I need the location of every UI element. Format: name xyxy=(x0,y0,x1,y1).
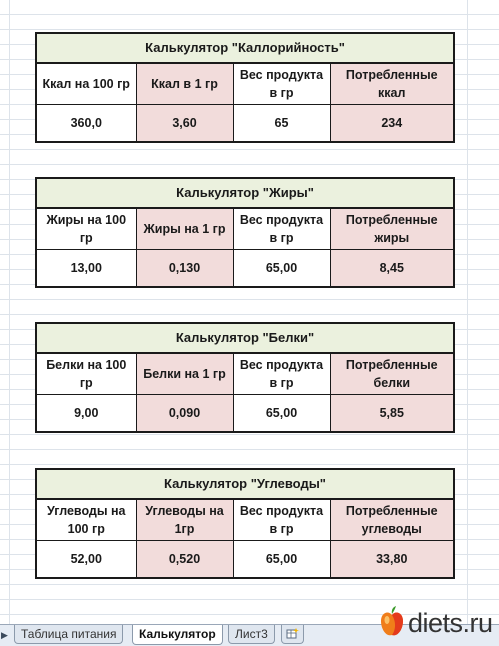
fat-calculator-table xyxy=(35,177,455,288)
insert-sheet-tab[interactable] xyxy=(281,625,304,644)
carbs-calculator-table xyxy=(35,468,455,579)
sheet-tab-nutrition-table[interactable]: Таблица питания xyxy=(14,625,123,644)
header-per-1g[interactable]: Ккал в 1 гр xyxy=(136,63,233,105)
insert-sheet-icon xyxy=(286,628,299,639)
header-weight[interactable]: Вес продукта в гр xyxy=(233,63,330,105)
value-consumed[interactable]: 33,80 xyxy=(330,541,454,579)
value-per-100g[interactable]: 13,00 xyxy=(36,250,136,288)
value-per-100g[interactable]: 9,00 xyxy=(36,395,136,433)
calculator-title[interactable]: Калькулятор "Жиры" xyxy=(36,178,454,208)
logo-tld: .ru xyxy=(462,608,493,638)
header-per-100g[interactable]: Белки на 100 гр xyxy=(36,353,136,395)
value-per-100g[interactable]: 360,0 xyxy=(36,105,136,143)
sheet-tab-calculator[interactable]: Калькулятор xyxy=(132,625,223,645)
header-consumed[interactable]: Потребленные ккал xyxy=(330,63,454,105)
sheet-tab-sheet3[interactable]: Лист3 xyxy=(228,625,275,644)
header-consumed[interactable]: Потребленные углеводы xyxy=(330,499,454,541)
header-per-100g[interactable]: Ккал на 100 гр xyxy=(36,63,136,105)
logo-brand: diets xyxy=(408,608,463,638)
value-weight[interactable]: 65,00 xyxy=(233,541,330,579)
value-per-1g[interactable]: 0,130 xyxy=(136,250,233,288)
value-weight[interactable]: 65,00 xyxy=(233,395,330,433)
header-per-1g[interactable]: Белки на 1 гр xyxy=(136,353,233,395)
header-per-100g[interactable]: Жиры на 100 гр xyxy=(36,208,136,250)
value-per-1g[interactable]: 3,60 xyxy=(136,105,233,143)
calculator-title[interactable]: Калькулятор "Белки" xyxy=(36,323,454,353)
header-weight[interactable]: Вес продукта в гр xyxy=(233,353,330,395)
value-consumed[interactable]: 234 xyxy=(330,105,454,143)
header-consumed[interactable]: Потребленные белки xyxy=(330,353,454,395)
value-per-1g[interactable]: 0,090 xyxy=(136,395,233,433)
value-weight[interactable]: 65 xyxy=(233,105,330,143)
calculator-title[interactable]: Калькулятор "Углеводы" xyxy=(36,469,454,499)
header-consumed[interactable]: Потребленные жиры xyxy=(330,208,454,250)
value-per-1g[interactable]: 0,520 xyxy=(136,541,233,579)
header-weight[interactable]: Вес продукта в гр xyxy=(233,499,330,541)
calculator-title[interactable]: Калькулятор "Каллорийность" xyxy=(36,33,454,63)
value-per-100g[interactable]: 52,00 xyxy=(36,541,136,579)
header-per-1g[interactable]: Углеводы на 1гр xyxy=(136,499,233,541)
value-consumed[interactable]: 8,45 xyxy=(330,250,454,288)
header-weight[interactable]: Вес продукта в гр xyxy=(233,208,330,250)
header-per-1g[interactable]: Жиры на 1 гр xyxy=(136,208,233,250)
value-consumed[interactable]: 5,85 xyxy=(330,395,454,433)
value-weight[interactable]: 65,00 xyxy=(233,250,330,288)
sheet-scroll-arrow-icon[interactable]: ▶ xyxy=(1,630,8,640)
protein-calculator-table xyxy=(35,322,455,433)
diets-ru-watermark xyxy=(378,606,496,642)
apple-icon xyxy=(378,606,406,640)
calorie-calculator-table xyxy=(35,32,455,143)
header-per-100g[interactable]: Углеводы на 100 гр xyxy=(36,499,136,541)
